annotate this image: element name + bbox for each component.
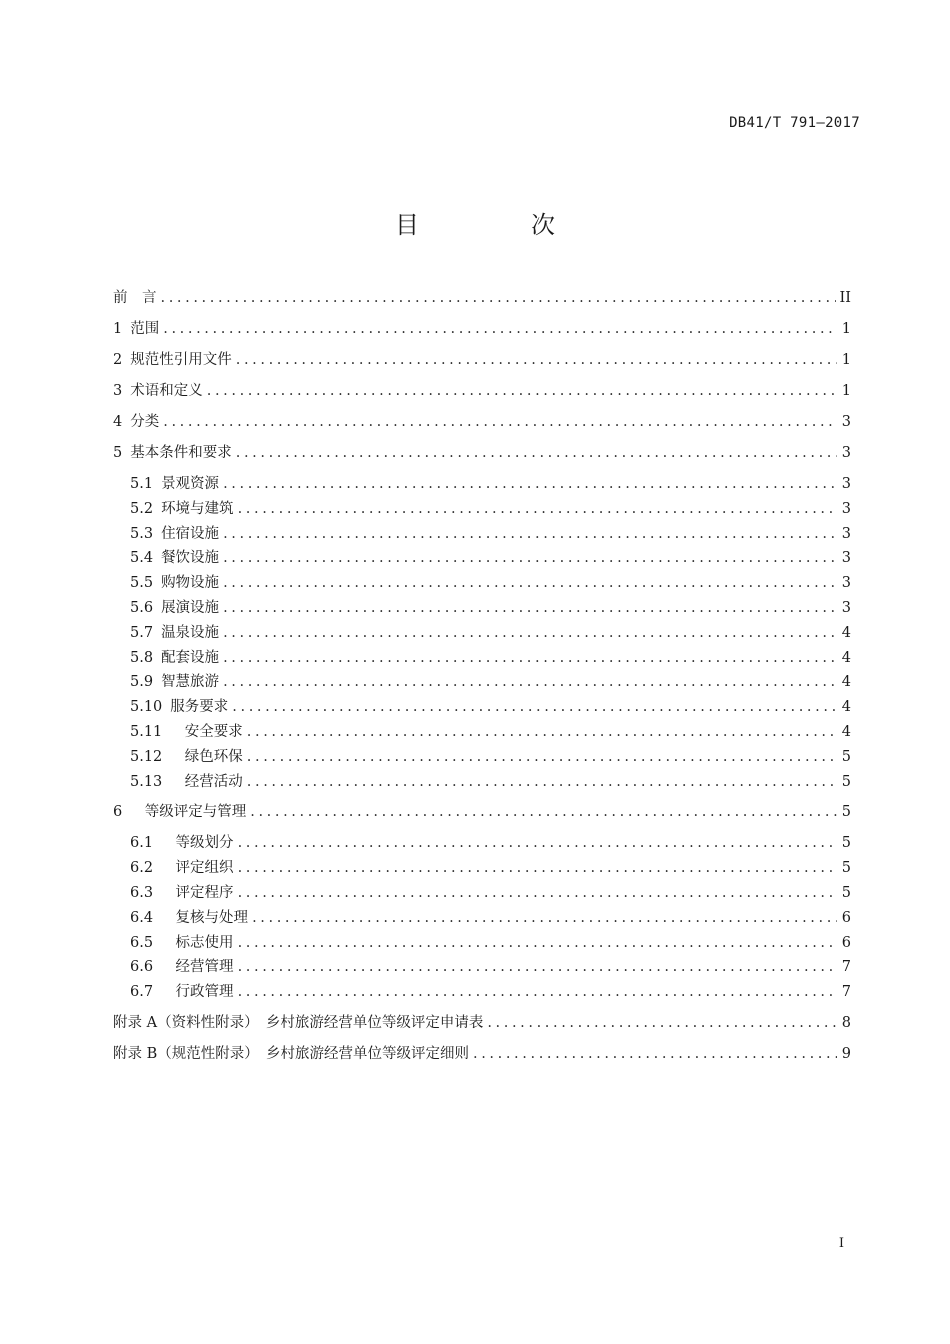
toc-entry[interactable]	[113, 646, 851, 671]
toc-entry[interactable]	[113, 497, 851, 522]
toc-entry-label: 环境与建筑	[161, 500, 234, 517]
toc-entry-number: 6.4	[130, 909, 154, 926]
toc-dot-leader	[223, 550, 837, 566]
toc-entry-number: 5.11	[130, 723, 163, 740]
toc-entry[interactable]	[113, 670, 851, 695]
toc-entry[interactable]	[113, 571, 851, 596]
toc-entry-number: 5.7	[130, 624, 154, 641]
toc-entry-page: 4	[841, 674, 851, 691]
toc-dot-leader	[236, 352, 837, 368]
toc-entry[interactable]	[113, 955, 851, 980]
toc-dot-leader	[238, 984, 837, 1000]
toc-entry-number: 5.12	[130, 748, 163, 765]
toc-entry-number: 5.10	[130, 699, 163, 716]
toc-entry-label: 餐饮设施	[161, 550, 220, 567]
table-of-contents	[113, 286, 851, 1073]
toc-entry-number: 6.5	[130, 934, 154, 951]
toc-entry-number: 5	[113, 445, 123, 461]
toc-entry-page: 1	[841, 383, 851, 399]
toc-entry-number: 4	[113, 414, 123, 430]
toc-dot-leader	[163, 321, 837, 337]
toc-entry[interactable]	[113, 1011, 851, 1042]
toc-dot-leader	[238, 935, 837, 951]
toc-entry-number: 6.6	[130, 959, 154, 976]
toc-entry-page: 1	[841, 352, 851, 368]
toc-entry-page: 4	[841, 723, 851, 740]
toc-entry-label: 评定程序	[161, 884, 234, 901]
toc-entry-number: 5.4	[130, 550, 154, 567]
toc-entry-page: 4	[841, 624, 851, 641]
toc-entry-page: 6	[841, 934, 851, 951]
toc-entry[interactable]	[113, 546, 851, 571]
toc-entry-number: 3	[113, 383, 123, 399]
toc-entry-page: 3	[841, 445, 851, 461]
toc-entry-label: 配套设施	[161, 649, 220, 666]
toc-entry-number: 6.3	[130, 884, 154, 901]
toc-entry[interactable]	[113, 881, 851, 906]
toc-entry-number: 5.3	[130, 525, 154, 542]
toc-dot-leader	[223, 600, 837, 616]
toc-entry[interactable]	[113, 348, 851, 379]
toc-entry-page: 1	[841, 321, 851, 337]
toc-entry[interactable]	[113, 286, 851, 317]
toc-entry-page: 6	[841, 909, 851, 926]
document-code: DB41/T 791—2017	[729, 115, 860, 131]
toc-entry-label: 分类	[130, 414, 160, 430]
toc-dot-leader	[238, 835, 837, 851]
toc-entry-page: 3	[841, 575, 851, 592]
toc-dot-leader	[223, 625, 837, 641]
toc-entry-page: 3	[841, 599, 851, 616]
toc-entry[interactable]	[113, 410, 851, 441]
toc-entry-number: 5.8	[130, 649, 154, 666]
toc-entry-label: 评定组织	[161, 860, 234, 877]
toc-entry-number: 5.2	[130, 500, 154, 517]
toc-dot-leader	[236, 445, 837, 461]
toc-entry-page: 4	[841, 699, 851, 716]
page-title: 目 次	[395, 211, 599, 239]
toc-entry-page: II	[839, 290, 851, 306]
toc-entry[interactable]	[113, 745, 851, 770]
toc-entry-label: 行政管理	[161, 984, 234, 1001]
toc-entry[interactable]	[113, 317, 851, 348]
toc-entry-label: 附录 A（资料性附录） 乡村旅游经营单位等级评定申请表	[113, 1014, 484, 1031]
toc-entry-label: 智慧旅游	[161, 674, 220, 691]
toc-entry-label: 等级划分	[161, 835, 234, 852]
toc-dot-leader	[247, 749, 837, 765]
toc-entry[interactable]	[113, 441, 851, 472]
toc-entry-label: 复核与处理	[161, 909, 249, 926]
toc-entry-label: 规范性引用文件	[130, 352, 232, 368]
toc-dot-leader	[238, 860, 837, 876]
toc-dot-leader	[163, 414, 837, 430]
toc-entry-label: 经营管理	[161, 959, 234, 976]
toc-entry-number: 2	[113, 352, 123, 368]
toc-entry-number: 5.6	[130, 599, 154, 616]
toc-entry-label: 术语和定义	[130, 383, 203, 399]
toc-entry-page: 5	[841, 835, 851, 852]
toc-entry[interactable]	[113, 1042, 851, 1073]
toc-entry-label: 范围	[130, 321, 160, 337]
toc-entry-label: 购物设施	[161, 575, 220, 592]
toc-entry-number: 5.5	[130, 575, 154, 592]
toc-entry[interactable]	[113, 379, 851, 410]
toc-entry-number: 5.1	[130, 476, 154, 492]
toc-entry-page: 5	[841, 804, 851, 821]
toc-entry-label: 展演设施	[161, 599, 220, 616]
toc-entry[interactable]	[113, 770, 851, 795]
toc-entry-number: 6.1	[130, 835, 154, 852]
toc-entry-page: 5	[841, 773, 851, 790]
toc-entry-page: 8	[841, 1014, 851, 1031]
toc-entry-page: 7	[841, 984, 851, 1001]
toc-dot-leader	[247, 724, 837, 740]
toc-entry[interactable]	[113, 800, 851, 831]
toc-entry-page: 3	[841, 525, 851, 542]
toc-entry-label: 景观资源	[161, 476, 220, 492]
toc-dot-leader	[232, 699, 837, 715]
toc-entry-page: 9	[841, 1045, 851, 1062]
toc-entry-number: 5.13	[130, 773, 163, 790]
toc-entry-label: 基本条件和要求	[130, 445, 232, 461]
toc-dot-leader	[238, 501, 837, 517]
toc-entry-label: 附录 B（规范性附录） 乡村旅游经营单位等级评定细则	[113, 1045, 470, 1062]
toc-dot-leader	[252, 910, 837, 926]
toc-entry[interactable]	[113, 695, 851, 720]
toc-dot-leader	[161, 290, 836, 306]
toc-dot-leader	[223, 650, 837, 666]
toc-entry[interactable]	[113, 720, 851, 745]
toc-entry[interactable]	[113, 856, 851, 881]
toc-entry-page: 3	[841, 500, 851, 517]
page-number: I	[838, 1236, 844, 1251]
toc-entry-number: 6.2	[130, 860, 154, 877]
toc-entry[interactable]	[113, 906, 851, 931]
toc-entry[interactable]	[113, 621, 851, 646]
toc-dot-leader	[223, 674, 837, 690]
toc-entry-number: 5.9	[130, 674, 154, 691]
toc-entry-page: 5	[841, 860, 851, 877]
toc-entry-page: 5	[841, 748, 851, 765]
toc-dot-leader	[247, 774, 837, 790]
toc-entry[interactable]	[113, 472, 851, 497]
toc-entry-label: 住宿设施	[161, 525, 220, 542]
toc-entry-number: 6.7	[130, 984, 154, 1001]
toc-entry-page: 3	[841, 476, 851, 492]
toc-dot-leader	[473, 1046, 837, 1062]
toc-dot-leader	[223, 575, 837, 591]
toc-entry[interactable]	[113, 596, 851, 621]
toc-entry-page: 5	[841, 884, 851, 901]
toc-entry-label: 前 言	[113, 290, 157, 306]
toc-entry-label: 温泉设施	[161, 624, 220, 641]
toc-dot-leader	[223, 526, 837, 542]
toc-entry[interactable]	[113, 980, 851, 1005]
toc-entry[interactable]	[113, 522, 851, 547]
toc-entry[interactable]	[113, 931, 851, 956]
toc-entry-number: 1	[113, 321, 123, 337]
toc-entry-label: 标志使用	[161, 934, 234, 951]
toc-dot-leader	[223, 476, 837, 492]
toc-entry-number: 6	[113, 804, 123, 821]
toc-dot-leader	[207, 383, 837, 399]
toc-entry-page: 3	[841, 414, 851, 430]
toc-dot-leader	[238, 959, 837, 975]
toc-entry-label: 服务要求	[170, 699, 229, 716]
toc-entry-page: 4	[841, 649, 851, 666]
toc-dot-leader	[250, 804, 837, 820]
toc-entry-page: 7	[841, 959, 851, 976]
toc-entry-label: 经营活动	[170, 773, 243, 790]
toc-entry[interactable]	[113, 831, 851, 856]
toc-entry-page: 3	[841, 550, 851, 567]
toc-entry-label: 等级评定与管理	[130, 804, 247, 821]
toc-entry-label: 绿色环保	[170, 748, 243, 765]
toc-dot-leader	[238, 885, 837, 901]
toc-dot-leader	[487, 1015, 837, 1031]
toc-entry-label: 安全要求	[170, 723, 243, 740]
